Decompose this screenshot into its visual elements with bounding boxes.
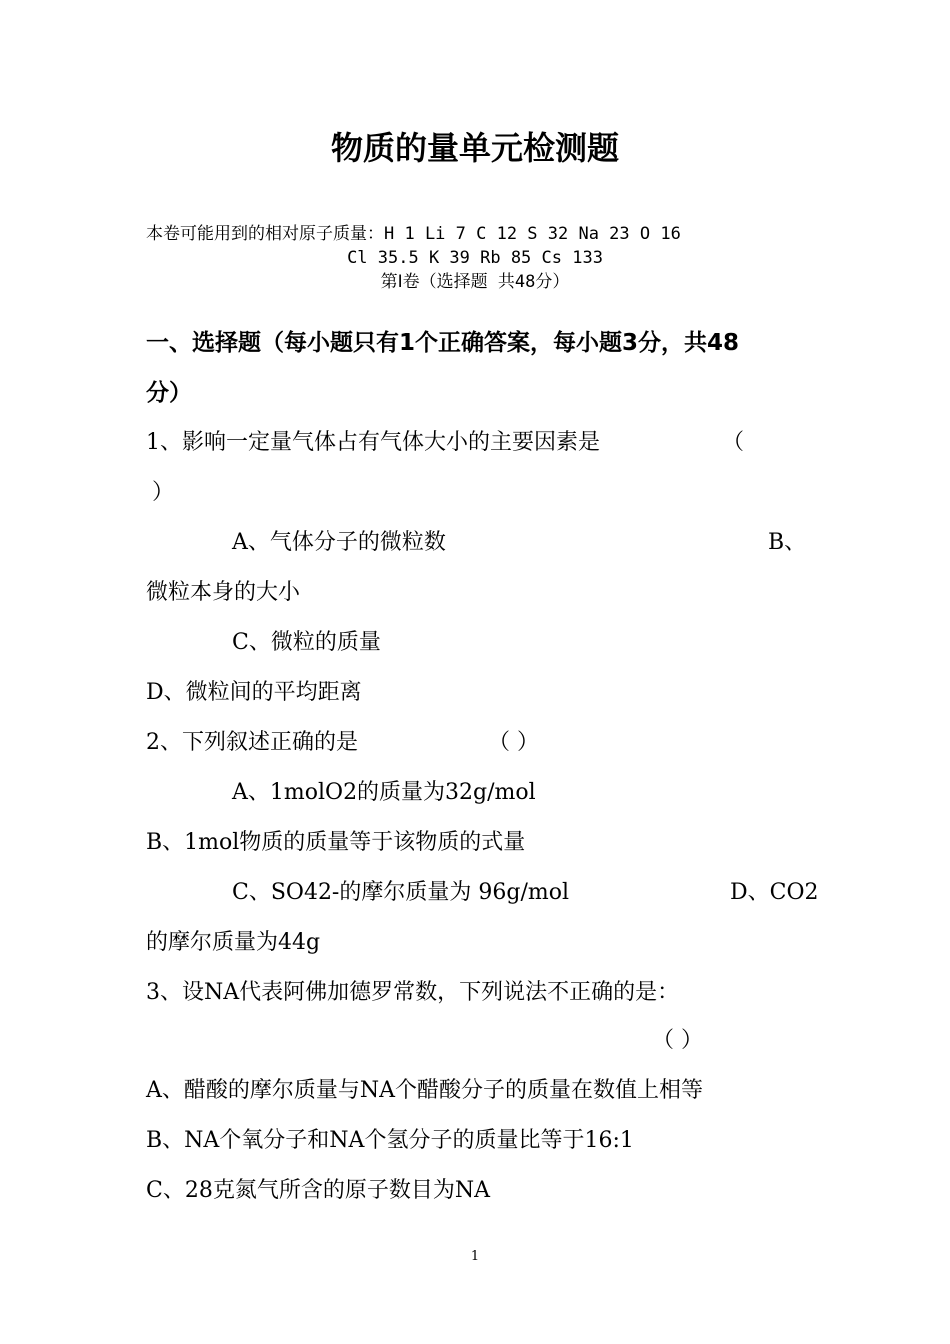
question-2-option-b: B、1mol物质的质量等于该物质的式量	[146, 830, 526, 855]
question-1-stem: 1、影响一定量气体占有气体大小的主要因素是	[146, 430, 600, 455]
question-2-option-d-text: 的摩尔质量为44g	[146, 930, 321, 955]
atomic-masses-line-1: 本卷可能用到的相对原子质量：H 1 Li 7 C 12 S 32 Na 23 O 16	[146, 224, 681, 244]
question-1-paren-close: ）	[152, 480, 175, 505]
section-heading-line-2: 分）	[146, 380, 192, 406]
question-2-option-d-prefix: D、CO2	[730, 880, 819, 905]
question-3-option-b: B、NA个氧分子和NA个氢分子的质量比等于16:1	[146, 1128, 634, 1153]
question-2-option-c: C、SO42-的摩尔质量为 96g/mol	[232, 880, 569, 905]
question-1-option-c: C、微粒的质量	[232, 630, 381, 655]
question-1-option-d: D、微粒间的平均距离	[146, 680, 362, 705]
question-2-paren: （ ）	[488, 730, 539, 755]
question-1-option-b-text: 微粒本身的大小	[146, 580, 301, 605]
volume-label: 第Ⅰ卷（选择题 共48分）	[380, 272, 570, 292]
atomic-masses-line-2: Cl 35.5 K 39 Rb 85 Cs 133	[347, 248, 603, 268]
question-2-stem: 2、下列叙述正确的是	[146, 730, 358, 755]
question-3-paren: （ ）	[652, 1028, 703, 1053]
question-3-stem: 3、设NA代表阿佛加德罗常数，下列说法不正确的是：	[146, 980, 680, 1005]
question-1-paren-open: （	[722, 430, 745, 455]
page-title: 物质的量单元检测题	[330, 129, 619, 167]
question-1-option-a: A、气体分子的微粒数	[232, 530, 446, 555]
question-1-option-b-prefix: B、	[768, 530, 807, 555]
question-3-option-a: A、醋酸的摩尔质量与NA个醋酸分子的质量在数值上相等	[146, 1078, 704, 1103]
question-3-option-c: C、28克氮气所含的原子数目为NA	[146, 1178, 490, 1203]
section-heading-line-1: 一、选择题（每小题只有1个正确答案，每小题3分，共48	[146, 330, 740, 356]
question-2-option-a: A、1molO2的质量为32g/mol	[232, 780, 536, 805]
page-number: 1	[470, 1249, 480, 1264]
